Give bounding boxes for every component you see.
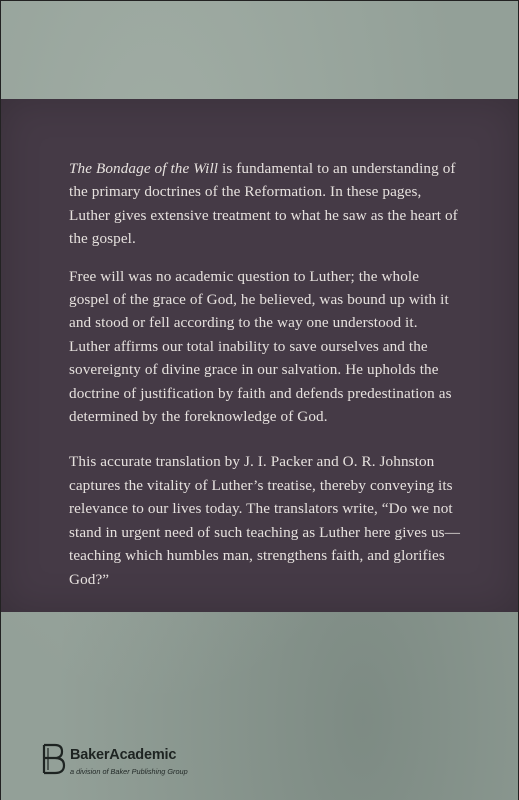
publisher-name: BakerAcademic [70, 747, 177, 763]
blurb-paragraph-2: Free will was no academic question to Luther; the whole gospel of the grace of God, he believed, was bound up with it and stood or fell according to the way one understood it. Luther affirms our total inability to save ourselves and the sovereignty of divine grace in our salvation. He upholds the doctrine of justification by faith and defends predestination as determined by the foreknowledge of God. [69, 267, 452, 426]
book-description [69, 157, 461, 605]
blurb-paragraph-3: This accurate translation by J. I. Packer and O. R. Johnston captures the vitality of Luther’s treatise, thereby conveying its relevance to our lives today. The translators write, “Do we not stand in urgent need of such teaching as Luther here gives us—teaching which humbles man, strengthens faith, and glorifies God?” [69, 453, 460, 588]
book-title-italic: The Bondage of the Will [69, 160, 219, 177]
publisher-tagline: a division of Baker Publishing Group [70, 767, 188, 776]
publisher-imprint [41, 743, 241, 787]
blurb-paragraph-1-text: is fundamental to an understanding of the primary doctrines of the Reformation. In these pages, Luther gives extensive treatment to what he saw as the heart of the gospel. [69, 160, 458, 248]
baker-logo-icon [41, 743, 67, 775]
blurb-paragraph-1 [69, 157, 461, 251]
